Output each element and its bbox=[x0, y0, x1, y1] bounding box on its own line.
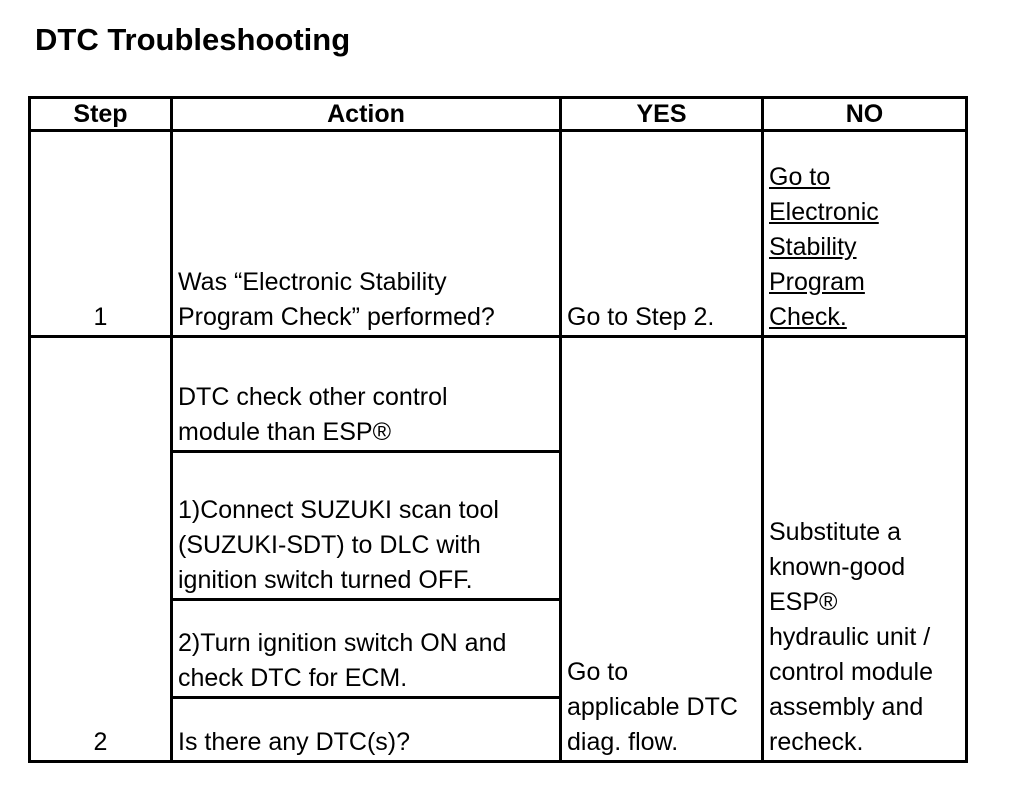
yes-step-2: Go to applicable DTC diag. flow. bbox=[561, 337, 763, 762]
table-row bbox=[30, 131, 967, 337]
table-header-row bbox=[30, 98, 967, 131]
action-step-2-intro: DTC check other control module than ESP® bbox=[172, 337, 561, 452]
no-step-1 bbox=[763, 131, 967, 337]
esp-check-link[interactable]: Go to Electronic Stability Program Check. bbox=[769, 163, 879, 331]
header-yes: YES bbox=[561, 98, 763, 131]
action-step-2-question: Is there any DTC(s)? bbox=[172, 698, 561, 762]
no-step-2: Substitute a known-good ESP® hydraulic unit / control module assembly and recheck. bbox=[763, 337, 967, 762]
action-step-1: Was “Electronic Stability Program Check” performed? bbox=[172, 131, 561, 337]
page-title: DTC Troubleshooting bbox=[35, 22, 351, 57]
header-no: NO bbox=[763, 98, 967, 131]
step-number-2: 2 bbox=[30, 337, 172, 762]
yes-step-1: Go to Step 2. bbox=[561, 131, 763, 337]
dtc-troubleshooting-table bbox=[28, 96, 968, 763]
step-number-1: 1 bbox=[30, 131, 172, 337]
table-row bbox=[30, 337, 967, 452]
action-step-2-substep-1: 1)Connect SUZUKI scan tool (SUZUKI-SDT) to DLC with ignition switch turned OFF. bbox=[172, 452, 561, 600]
header-step: Step bbox=[30, 98, 172, 131]
action-step-2-substep-2: 2)Turn ignition switch ON and check DTC for ECM. bbox=[172, 600, 561, 698]
header-action: Action bbox=[172, 98, 561, 131]
